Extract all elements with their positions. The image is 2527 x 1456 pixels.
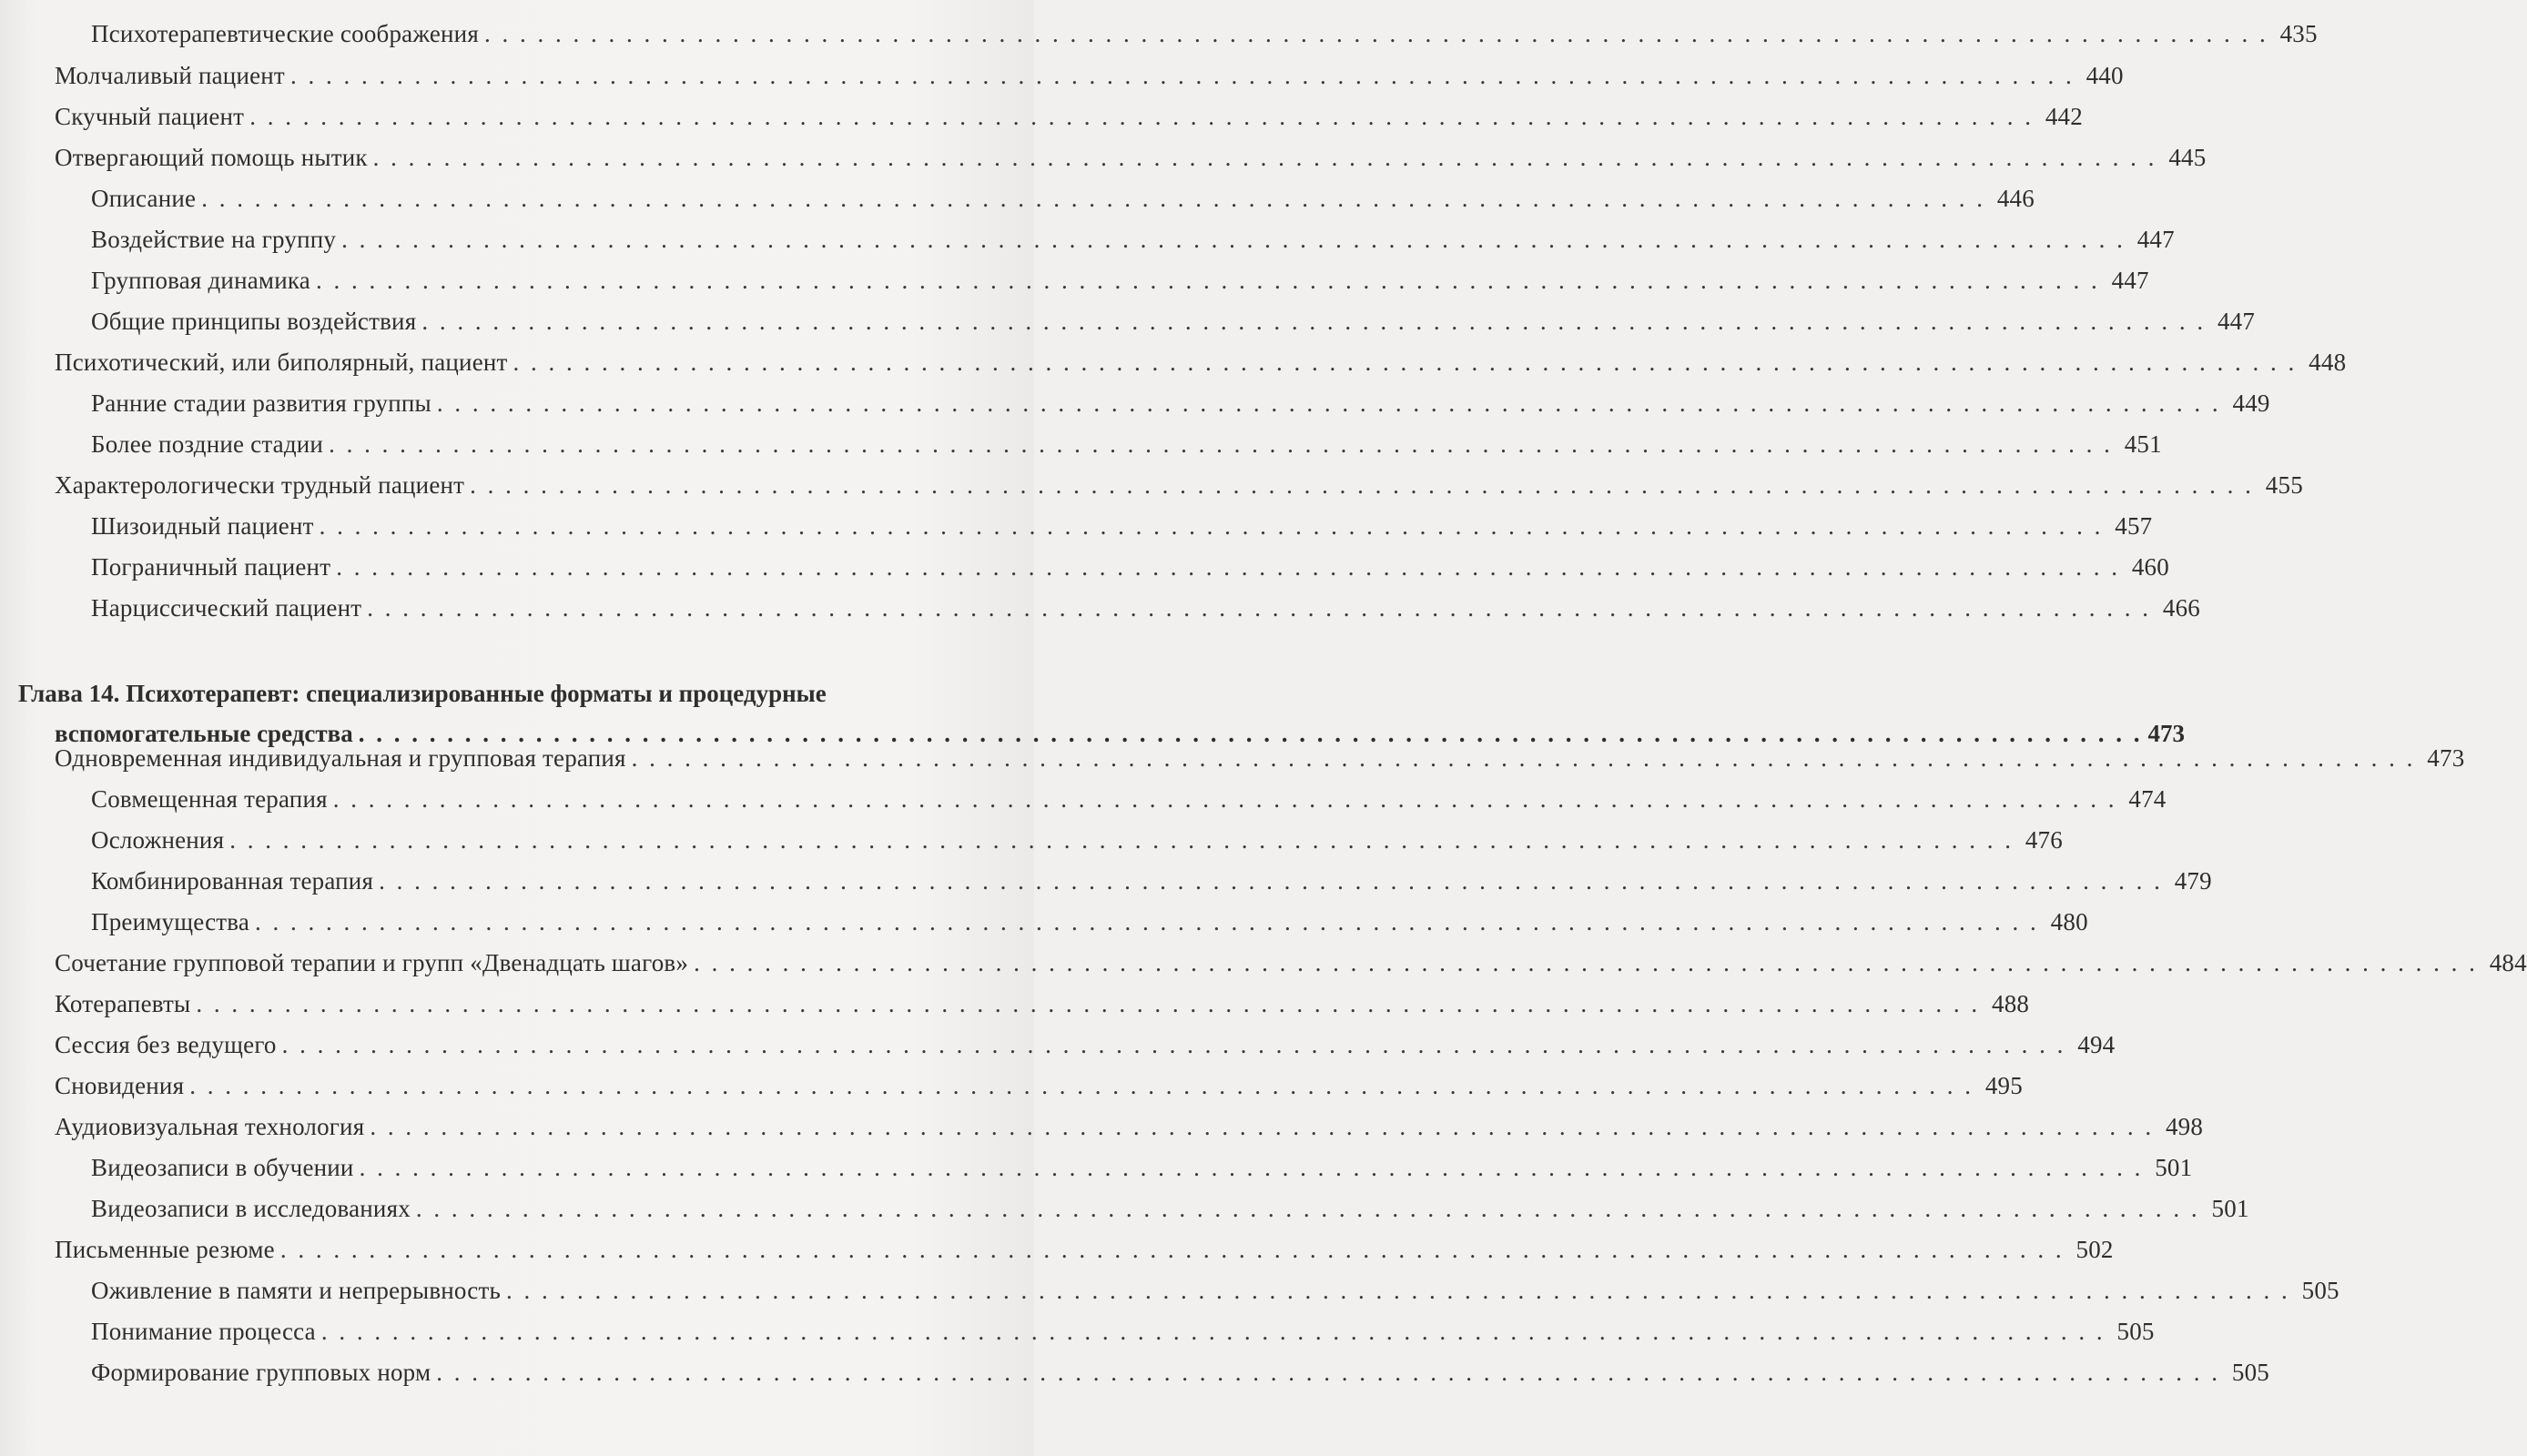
toc-entry-label: Общие принципы воздействия: [91, 308, 417, 335]
toc-entry: [91, 1359, 2269, 1395]
toc-entry-page: 440: [2086, 62, 2124, 89]
leader-dots: . . . . . . . . . . . . . . . . . . . . . . . . . . . . . . . . . . . . . . . . . . . . . . . . . . . . . . . . . . . . . . . . . . . . . . . . . . . . . . . . . . . . . . . . . . . . . . . . . . . . .: [358, 720, 2143, 747]
toc-entry-label: Сочетание групповой терапии и групп «Двенадцать шагов»: [55, 949, 689, 976]
toc-entry-label: Комбинированная терапия: [91, 867, 374, 895]
leader-dots: . . . . . . . . . . . . . . . . . . . . . . . . . . . . . . . . . . . . . . . . . . . . . . . . . . . . . . . . . . . . . . . . . . . . . . . . . . . . . . . . . . . . . . . . . . . . . . . . . . . . .: [281, 1031, 2066, 1058]
toc-entry-label: Совмещенная терапия: [91, 785, 328, 813]
leader-dots: . . . . . . . . . . . . . . . . . . . . . . . . . . . . . . . . . . . . . . . . . . . . . . . . . . . . . . . . . . . . . . . . . . . . . . . . . . . . . . . . . . . . . . . . . . . . . . . . . . . . .: [320, 1318, 2106, 1345]
chapter-title-line1: Глава 14. Психотерапевт: специализированные форматы и процедурные: [18, 680, 827, 707]
leader-dots: . . . . . . . . . . . . . . . . . . . . . . . . . . . . . . . . . . . . . . . . . . . . . . . . . . . . . . . . . . . . . . . . . . . . . . . . . . . . . . . . . . . . . . . . . . . . . . . . . . . . .: [229, 826, 2014, 854]
leader-dots: . . . . . . . . . . . . . . . . . . . . . . . . . . . . . . . . . . . . . . . . . . . . . . . . . . . . . . . . . . . . . . . . . . . . . . . . . . . . . . . . . . . . . . . . . . . . . . . . . . . . .: [631, 744, 2416, 772]
leader-dots: . . . . . . . . . . . . . . . . . . . . . . . . . . . . . . . . . . . . . . . . . . . . . . . . . . . . . . . . . . . . . . . . . . . . . . . . . . . . . . . . . . . . . . . . . . . . . . . . . . . . .: [513, 349, 2298, 376]
toc-entry: [91, 226, 2175, 262]
toc-entry: [91, 308, 2256, 344]
leader-dots: . . . . . . . . . . . . . . . . . . . . . . . . . . . . . . . . . . . . . . . . . . . . . . . . . . . . . . . . . . . . . . . . . . . . . . . . . . . . . . . . . . . . . . . . . . . . . . . . . . . . .: [421, 308, 2207, 335]
toc-entry-page: 494: [2077, 1031, 2116, 1058]
toc-entry-page: 479: [2174, 867, 2212, 895]
toc-entry: [91, 826, 2063, 863]
toc-entry-label: Воздействие на группу: [91, 226, 337, 253]
toc-entry-page: 495: [1984, 1072, 2023, 1099]
leader-dots: . . . . . . . . . . . . . . . . . . . . . . . . . . . . . . . . . . . . . . . . . . . . . . . . . . . . . . . . . . . . . . . . . . . . . . . . . . . . . . . . . . . . . . . . . . . . . . . . . . . . .: [470, 471, 2254, 499]
leader-dots: . . . . . . . . . . . . . . . . . . . . . . . . . . . . . . . . . . . . . . . . . . . . . . . . . . . . . . . . . . . . . . . . . . . . . . . . . . . . . . . . . . . . . . . . . . . . . . . . . . . . .: [483, 20, 2268, 47]
toc-entry: [91, 267, 2149, 303]
toc-entry-label: Сновидения: [55, 1072, 185, 1099]
toc-entry-page: 447: [2136, 226, 2175, 253]
toc-entry-page: 457: [2115, 512, 2153, 540]
toc-entry: [91, 1277, 2339, 1313]
leader-dots: . . . . . . . . . . . . . . . . . . . . . . . . . . . . . . . . . . . . . . . . . . . . . . . . . . . . . . . . . . . . . . . . . . . . . . . . . . . . . . . . . . . . . . . . . . . . . . . . . . . . .: [319, 512, 2104, 540]
toc-entry-page: 505: [2301, 1277, 2339, 1304]
toc-entry-page: 473: [2427, 744, 2465, 772]
toc-entry: [55, 103, 2083, 139]
toc-entry: [91, 1154, 2193, 1190]
leader-dots: . . . . . . . . . . . . . . . . . . . . . . . . . . . . . . . . . . . . . . . . . . . . . . . . . . . . . . . . . . . . . . . . . . . . . . . . . . . . . . . . . . . . . . . . . . . . . . . . . . . . .: [367, 594, 2151, 622]
toc-entry: [91, 785, 2167, 822]
toc-entry-page: 460: [2131, 553, 2169, 581]
toc-entry: [91, 594, 2200, 631]
toc-entry-page: 480: [2050, 908, 2088, 935]
toc-entry: [55, 62, 2124, 98]
toc-entry-label: Формирование групповых норм: [91, 1359, 431, 1386]
leader-dots: . . . . . . . . . . . . . . . . . . . . . . . . . . . . . . . . . . . . . . . . . . . . . . . . . . . . . . . . . . . . . . . . . . . . . . . . . . . . . . . . . . . . . . . . . . . . . . . . . . . . .: [189, 1072, 1974, 1099]
toc-entry: [91, 430, 2162, 467]
leader-dots: . . . . . . . . . . . . . . . . . . . . . . . . . . . . . . . . . . . . . . . . . . . . . . . . . . . . . . . . . . . . . . . . . . . . . . . . . . . . . . . . . . . . . . . . . . . . . . . . . . . . .: [506, 1277, 2290, 1304]
leader-dots: . . . . . . . . . . . . . . . . . . . . . . . . . . . . . . . . . . . . . . . . . . . . . . . . . . . . . . . . . . . . . . . . . . . . . . . . . . . . . . . . . . . . . . . . . . . . . . . . . . . . .: [372, 144, 2157, 171]
toc-entry-label: Описание: [91, 185, 197, 212]
toc-entry-page: 476: [2025, 826, 2063, 854]
toc-entry-label: Преимущества: [91, 908, 250, 935]
toc-entry: [55, 949, 2527, 986]
toc-entry: [91, 20, 2318, 56]
toc-entry-page: 501: [2155, 1154, 2193, 1181]
toc-entry-label: Пограничный пациент: [91, 553, 331, 581]
leader-dots: . . . . . . . . . . . . . . . . . . . . . . . . . . . . . . . . . . . . . . . . . . . . . . . . . . . . . . . . . . . . . . . . . . . . . . . . . . . . . . . . . . . . . . . . . . . . . . . . . . . . .: [255, 908, 2039, 935]
toc-entry-label: Молчаливый пациент: [55, 62, 285, 89]
leader-dots: . . . . . . . . . . . . . . . . . . . . . . . . . . . . . . . . . . . . . . . . . . . . . . . . . . . . . . . . . . . . . . . . . . . . . . . . . . . . . . . . . . . . . . . . . . . . . . . . . . . . .: [415, 1195, 2200, 1222]
toc-entry: [91, 389, 2270, 426]
leader-dots: . . . . . . . . . . . . . . . . . . . . . . . . . . . . . . . . . . . . . . . . . . . . . . . . . . . . . . . . . . . . . . . . . . . . . . . . . . . . . . . . . . . . . . . . . . . . . . . . . . . . .: [694, 949, 2478, 976]
toc-entry: [55, 144, 2207, 180]
toc-entry: [91, 185, 2035, 221]
toc-entry: [91, 867, 2212, 904]
toc-entry: [91, 1195, 2249, 1231]
toc-entry-label: Сессия без ведущего: [55, 1031, 277, 1058]
toc-entry: [91, 512, 2153, 549]
toc-entry-page: 435: [2279, 20, 2318, 47]
toc-entry: [55, 349, 2347, 385]
leader-dots: . . . . . . . . . . . . . . . . . . . . . . . . . . . . . . . . . . . . . . . . . . . . . . . . . . . . . . . . . . . . . . . . . . . . . . . . . . . . . . . . . . . . . . . . . . . . . . . . . . . . .: [329, 430, 2113, 458]
toc-entry-page: 488: [1992, 990, 2030, 1017]
leader-dots: . . . . . . . . . . . . . . . . . . . . . . . . . . . . . . . . . . . . . . . . . . . . . . . . . . . . . . . . . . . . . . . . . . . . . . . . . . . . . . . . . . . . . . . . . . . . . . . . . . . . .: [279, 1236, 2065, 1263]
toc-entry: [55, 744, 2465, 781]
toc-entry-label: Ранние стадии развития группы: [91, 389, 431, 417]
leader-dots: . . . . . . . . . . . . . . . . . . . . . . . . . . . . . . . . . . . . . . . . . . . . . . . . . . . . . . . . . . . . . . . . . . . . . . . . . . . . . . . . . . . . . . . . . . . . . . . . . . . . .: [201, 185, 1985, 212]
toc-entry: [55, 990, 2030, 1026]
toc-entry-page: 446: [1996, 185, 2035, 212]
toc-entry-page: 501: [2211, 1195, 2249, 1222]
toc-entry: [91, 1318, 2155, 1354]
toc-entry-label: Письменные резюме: [55, 1236, 275, 1263]
leader-dots: . . . . . . . . . . . . . . . . . . . . . . . . . . . . . . . . . . . . . . . . . . . . . . . . . . . . . . . . . . . . . . . . . . . . . . . . . . . . . . . . . . . . . . . . . . . . . . . . . . . . .: [436, 389, 2221, 417]
leader-dots: . . . . . . . . . . . . . . . . . . . . . . . . . . . . . . . . . . . . . . . . . . . . . . . . . . . . . . . . . . . . . . . . . . . . . . . . . . . . . . . . . . . . . . . . . . . . . . . . . . . . .: [249, 103, 2034, 130]
toc-entry-page: 466: [2162, 594, 2200, 622]
toc-entry-label: Групповая динамика: [91, 267, 310, 294]
toc-entry-page: 442: [2045, 103, 2083, 130]
toc-entry-page: 445: [2168, 144, 2207, 171]
toc-entry-label: Осложнения: [91, 826, 225, 854]
toc-entry-page: 484: [2489, 949, 2527, 976]
toc-entry-label: Отвергающий помощь нытик: [55, 144, 368, 171]
toc-entry: [55, 471, 2303, 508]
toc-entry-label: Видеозаписи в обучении: [91, 1154, 354, 1181]
toc-entry-label: Более поздние стадии: [91, 430, 324, 458]
toc-entry-page: 447: [2217, 308, 2256, 335]
toc-entry: [91, 553, 2169, 590]
toc-entry: [55, 1113, 2204, 1149]
toc-entry-label: Нарциссический пациент: [91, 594, 362, 622]
leader-dots: . . . . . . . . . . . . . . . . . . . . . . . . . . . . . . . . . . . . . . . . . . . . . . . . . . . . . . . . . . . . . . . . . . . . . . . . . . . . . . . . . . . . . . . . . . . . . . . . . . . . .: [332, 785, 2117, 813]
toc-entry-page: 502: [2075, 1236, 2114, 1263]
toc-entry-page: 505: [2231, 1359, 2269, 1386]
leader-dots: . . . . . . . . . . . . . . . . . . . . . . . . . . . . . . . . . . . . . . . . . . . . . . . . . . . . . . . . . . . . . . . . . . . . . . . . . . . . . . . . . . . . . . . . . . . . . . . . . . . . .: [289, 62, 2075, 89]
chapter-page: 473: [2147, 720, 2185, 747]
leader-dots: . . . . . . . . . . . . . . . . . . . . . . . . . . . . . . . . . . . . . . . . . . . . . . . . . . . . . . . . . . . . . . . . . . . . . . . . . . . . . . . . . . . . . . . . . . . . . . . . . . . . .: [196, 990, 1981, 1017]
leader-dots: . . . . . . . . . . . . . . . . . . . . . . . . . . . . . . . . . . . . . . . . . . . . . . . . . . . . . . . . . . . . . . . . . . . . . . . . . . . . . . . . . . . . . . . . . . . . . . . . . . . . .: [359, 1154, 2144, 1181]
toc-entry-label: Психотический, или биполярный, пациент: [55, 349, 508, 376]
toc-entry-label: Характерологически трудный пациент: [55, 471, 465, 499]
toc-entry: [91, 908, 2088, 945]
toc-entry-label: Аудиовизуальная технология: [55, 1113, 365, 1140]
toc-entry-label: Понимание процесса: [91, 1318, 316, 1345]
leader-dots: . . . . . . . . . . . . . . . . . . . . . . . . . . . . . . . . . . . . . . . . . . . . . . . . . . . . . . . . . . . . . . . . . . . . . . . . . . . . . . . . . . . . . . . . . . . . . . . . . . . . .: [379, 867, 2163, 895]
leader-dots: . . . . . . . . . . . . . . . . . . . . . . . . . . . . . . . . . . . . . . . . . . . . . . . . . . . . . . . . . . . . . . . . . . . . . . . . . . . . . . . . . . . . . . . . . . . . . . . . . . . . .: [370, 1113, 2155, 1140]
toc-entry-page: 474: [2128, 785, 2167, 813]
toc-entry-label: Шизоидный пациент: [91, 512, 314, 540]
chapter-heading: [18, 673, 2185, 753]
toc-entry-label: Одновременная индивидуальная и групповая терапия: [55, 744, 626, 772]
toc-entry-page: 448: [2309, 349, 2347, 376]
toc-entry: [55, 1031, 2116, 1067]
toc-entry-label: Оживление в памяти и непрерывность: [91, 1277, 501, 1304]
toc-entry-page: 498: [2165, 1113, 2204, 1140]
leader-dots: . . . . . . . . . . . . . . . . . . . . . . . . . . . . . . . . . . . . . . . . . . . . . . . . . . . . . . . . . . . . . . . . . . . . . . . . . . . . . . . . . . . . . . . . . . . . . . . . . . . . .: [315, 267, 2100, 294]
toc-entry-label: Котерапевты: [55, 990, 191, 1017]
chapter-title-line2: вспомогательные средства: [55, 720, 353, 747]
toc-entry-label: Скучный пациент: [55, 103, 245, 130]
toc-entry: [55, 1072, 2023, 1108]
toc-entry-page: 447: [2111, 267, 2149, 294]
toc-entry-page: 455: [2265, 471, 2303, 499]
toc-entry-label: Психотерапевтические соображения: [91, 20, 479, 47]
leader-dots: . . . . . . . . . . . . . . . . . . . . . . . . . . . . . . . . . . . . . . . . . . . . . . . . . . . . . . . . . . . . . . . . . . . . . . . . . . . . . . . . . . . . . . . . . . . . . . . . . . . . .: [336, 553, 2120, 581]
toc-entry-label: Видеозаписи в исследованиях: [91, 1195, 411, 1222]
toc-entry-page: 449: [2232, 389, 2270, 417]
leader-dots: . . . . . . . . . . . . . . . . . . . . . . . . . . . . . . . . . . . . . . . . . . . . . . . . . . . . . . . . . . . . . . . . . . . . . . . . . . . . . . . . . . . . . . . . . . . . . . . . . . . . .: [436, 1359, 2220, 1386]
toc-entry: [55, 1236, 2114, 1272]
toc-entry-page: 451: [2124, 430, 2162, 458]
leader-dots: . . . . . . . . . . . . . . . . . . . . . . . . . . . . . . . . . . . . . . . . . . . . . . . . . . . . . . . . . . . . . . . . . . . . . . . . . . . . . . . . . . . . . . . . . . . . . . . . . . . . .: [341, 226, 2126, 253]
toc-entry-page: 505: [2116, 1318, 2155, 1345]
